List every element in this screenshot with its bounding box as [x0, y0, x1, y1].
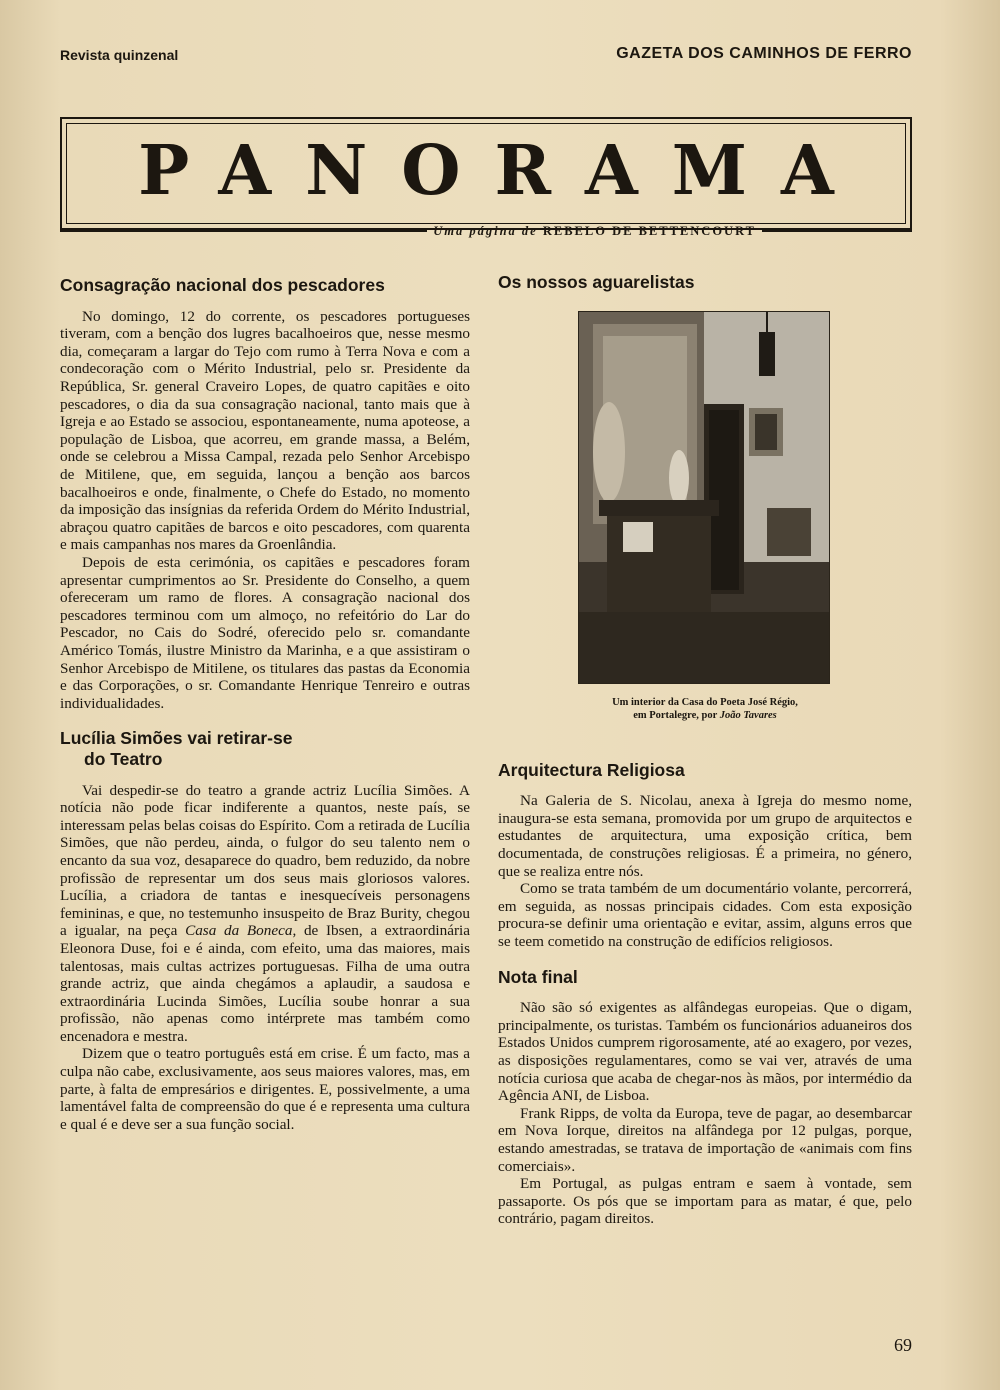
right-column: [498, 272, 912, 1228]
caption-artist: João Tavares: [719, 709, 777, 721]
article-paragraph: Dizem que o teatro português está em crise. É um facto, mas a culpa não cabe, exclusivamente, aos seus maiores valores, mas, em parte, à falta de empresários e dirigentes. E, possivelmente, a uma lamentável falta de compreensão do que é e representa uma cultura e qual é e deve ser a sua função social.: [60, 1045, 470, 1133]
article-heading-lucilia: [60, 728, 470, 769]
photo-caption: [498, 696, 912, 722]
article-heading-nota-final: Nota final: [498, 966, 578, 987]
running-header-right: GAZETA DOS CAMINHOS DE FERRO: [616, 45, 912, 62]
byline-rule-left: [60, 230, 427, 232]
article-paragraph: Frank Ripps, de volta da Europa, teve de pagar, ao desembarcar em Nova Iorque, direitos na alfândega por 12 pulgas, porque, estando amestradas, se tratava de importação de «animais com fins comerciais».: [498, 1104, 912, 1175]
left-column: [60, 275, 470, 1133]
article-paragraph: Na Galeria de S. Nicolau, anexa à Igreja do mesmo nome, inaugura-se esta semana, promovida por um grupo de arquitectos e estudantes de arquitectura, uma exposição crítica, bem documentada, de construções religiosas. É a primeira, no género, que se realiza entre nós.: [498, 792, 912, 880]
masthead-frame: [60, 117, 912, 230]
article-heading-arquitectura: Arquitectura Religiosa: [498, 759, 685, 780]
spacer: [498, 722, 912, 760]
article-paragraph: [60, 782, 470, 1046]
article-paragraph: Como se trata também de um documentário volante, percorrerá, em seguida, as nossas principais cidades. Com esta exposição procura-se definir uma orientação e evitar, assim, alguns erros que se teem cometido na construção de edifícios religiosos.: [498, 880, 912, 951]
interior-illustration: [579, 312, 829, 683]
article-paragraph: Em Portugal, as pulgas entram e saem à vontade, sem passaporte. Os pós que se importam para as matar, é que, pelo contrário, pagam direitos.: [498, 1175, 912, 1228]
interior-photo: [578, 311, 830, 684]
masthead-title: PANORAMA: [138, 131, 868, 211]
byline-prefix: Uma página de: [433, 223, 538, 238]
byline-row: [60, 220, 912, 242]
article-heading-pescadores: Consagração nacional dos pescadores: [60, 275, 385, 295]
article-heading-aguarelistas: Os nossos aguarelistas: [498, 272, 695, 292]
page-number: 69: [894, 1335, 912, 1355]
caption-line: em Portalegre, por: [633, 709, 720, 721]
byline-author: REBELO DE BETTENCOURT: [542, 223, 756, 238]
byline-rule-right: [762, 230, 912, 232]
play-title: Casa da Boneca: [185, 922, 293, 940]
article-paragraph: No domingo, 12 do corrente, os pescadores portugueses tiveram, com a benção dos lugres bacalhoeiros que, nesse mesmo dia, começaram a largar do Tejo com rumo à Terra Nova e com a condecoração com o Mérito Industrial, pelo sr. Presidente da República, Sr. general Craveiro Lopes, de quatro capitães e oito pescadores, o dia da sua consagração nacional, tanto mais que à Igreja e ao Estado se associou, espontaneamente, numa apoteose, a população de Lisboa, que acorreu, em grande massa, a Belém, onde se celebrou a Missa Campal, rezada pelo Senhor Arcebispo de Mitilene, que, em seguida, lançou a benção aos barcos bacalhoeiros e onde, finalmente, o Chefe do Estado, no momento da imposição das insígnias da referida Ordem do Mérito Industrial, abraçou quatro capitães de barcos e oito pescadores, com quarenta e mais campanhas nos mares da Groenlândia.: [60, 307, 470, 554]
spacer: [498, 951, 912, 967]
article-paragraph: Depois de esta cerimónia, os capitães e pescadores foram apresentar cumprimentos ao Sr. Presidente do Conselho, a quem ofereceram um ramo de flores. A consagração nacional dos pescadores terminou com um almoço, no refeitório do Lar do Pescador, no Cais do Sodré, oferecido pelo sr. comandante Américo Tomás, ilustre Ministro da Marinha, e a que assistiram o Senhor Arcebispo de Mitilene, os titulares das pastas da Economia e das Corporações, o sr. Comandante Henrique Tenreiro e outras individualidades.: [60, 553, 470, 712]
running-header-left: Revista quinzenal: [60, 47, 179, 63]
text-run: Vai despedir-se do teatro a grande actriz Lucília Simões. A notícia não pode ficar indiferente a quantos, neste país, se interessam pelas belas coisas do Espírito. Com a retirada de Lucília Simões, que não perdeu, ainda, o fulgor do seu talento nem o encanto da sua voz, desaparece do quadro, bem reduzido, da nobre profissão de representar um dos seus mais gloriosos valores. Lucília, a criadora de tantas e inesquecíveis personagens femininas, e que, no testemunho insuspeito de Braz Burity, chegou a igualar, na peça: [60, 781, 470, 940]
article-paragraph: Não são só exigentes as alfândegas europeias. Que o digam, principalmente, os turistas. Também os funcionários aduaneiros dos Estados Unidos cumprem rigorosamente, até ao exagero, por vezes, as disposições regulamentares, como se vai ver, através de uma notícia curiosa que acaba de chegar-nos às mãos, por intermédio da Agência ANI, de Lisboa.: [498, 999, 912, 1105]
byline: [427, 224, 762, 239]
spacer: [60, 712, 470, 728]
heading-line: Lucília Simões vai retirar-se: [60, 728, 293, 749]
text-run: , de Ibsen, a extraordinária Eleonora Duse, foi e é ainda, com efeito, uma das maiores, mais talentosas, mais cultas actrizes portuguesas. Filha de uma outra grande actriz, que ainda chegámos a aplaudir, a saudosa e extraordinária Lucinda Simões, Lucília soube honrar a sua profissão, não apenas como intérprete mas também como encenadora e mestra.: [60, 922, 470, 1045]
caption-line: Um interior da Casa do Poeta José Régio,: [612, 696, 798, 708]
heading-line: do Teatro: [84, 748, 163, 769]
